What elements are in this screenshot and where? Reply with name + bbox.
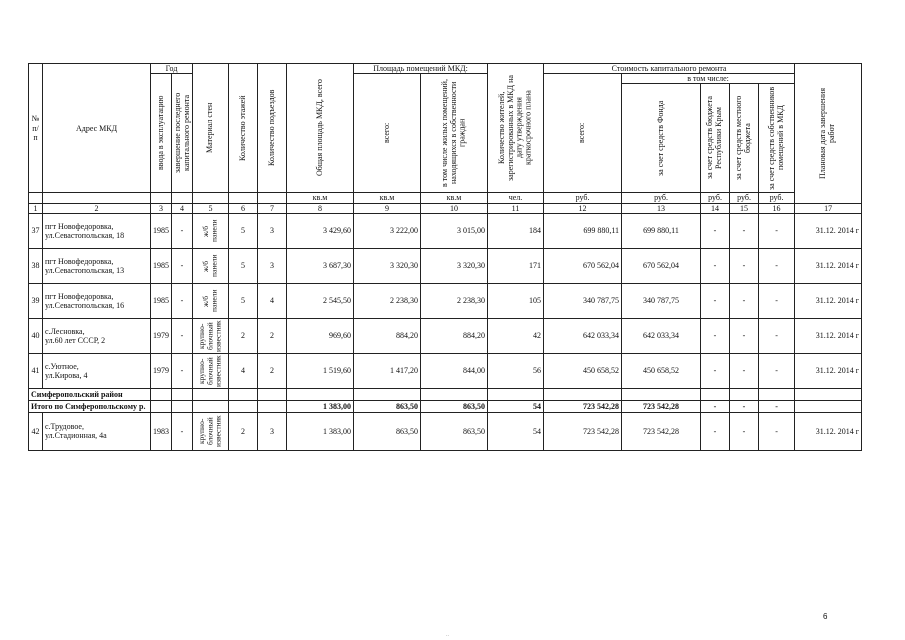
table-header xyxy=(29,64,862,214)
row-people: 56 xyxy=(488,353,544,388)
row-plan-date: 31.12. 2014 г xyxy=(795,318,862,353)
row-fund: 642 033,34 xyxy=(622,318,701,353)
unit-rub: руб. xyxy=(544,193,622,203)
row-total-area: 3 429,60 xyxy=(287,213,354,248)
row-floors: 2 xyxy=(229,318,258,353)
row-address xyxy=(43,248,151,283)
row-cost: 642 033,34 xyxy=(544,318,622,353)
row-entrances: 2 xyxy=(258,353,287,388)
header-fund: за счет средств Фонда xyxy=(622,84,701,193)
address-line-2: ул.Стадионная, 4а xyxy=(45,431,107,441)
row-premises: 1 417,20 xyxy=(354,353,421,388)
row-total-area: 969,60 xyxy=(287,318,354,353)
column-number-row xyxy=(29,203,862,213)
rows-group-a xyxy=(29,213,862,388)
row-owners: - xyxy=(759,412,795,450)
unit-area: кв.м xyxy=(287,193,354,203)
address-line-2: ул.Севастопольская, 18 xyxy=(45,230,125,240)
wall-material-text: крупно-блочный известняк xyxy=(197,415,223,448)
scan-mark: .. xyxy=(446,632,449,638)
total-republic: - xyxy=(701,400,730,412)
row-fund: 670 562,04 xyxy=(622,248,701,283)
row-republic: - xyxy=(701,318,730,353)
row-address xyxy=(43,412,151,450)
total-cost: 723 542,28 xyxy=(544,400,622,412)
row-fund: 340 787,75 xyxy=(622,283,701,318)
row-wall xyxy=(193,412,229,450)
row-number: 37 xyxy=(29,213,43,248)
row-residential: 863,50 xyxy=(421,412,488,450)
row-plan-date: 31.12. 2014 г xyxy=(795,412,862,450)
row-residential: 3 015,00 xyxy=(421,213,488,248)
header-residents: Количество жителей, зарегистрированных в МКД на дату утверждения краткосрочного плана xyxy=(488,64,544,193)
unit-people: чел. xyxy=(488,193,544,203)
row-local: - xyxy=(730,213,759,248)
row-year: 1979 xyxy=(151,353,172,388)
row-republic: - xyxy=(701,353,730,388)
row-republic: - xyxy=(701,248,730,283)
total-area: 1 383,00 xyxy=(287,400,354,412)
table-row xyxy=(29,213,862,248)
row-cost: 723 542,28 xyxy=(544,412,622,450)
row-republic: - xyxy=(701,412,730,450)
column-number: 16 xyxy=(759,203,795,213)
total-people: 54 xyxy=(488,400,544,412)
column-number: 4 xyxy=(172,203,193,213)
header-premises-area: Площадь помещений МКД: xyxy=(354,64,488,74)
total-residential: 863,50 xyxy=(421,400,488,412)
address-line-1: пгт Новофедоровка, xyxy=(45,291,114,301)
column-number: 10 xyxy=(421,203,488,213)
row-plan-date: 31.12. 2014 г xyxy=(795,283,862,318)
header-year-commission: ввода в эксплуатацию xyxy=(151,74,172,193)
row-residential: 3 320,30 xyxy=(421,248,488,283)
row-address xyxy=(43,213,151,248)
unit-area: кв.м xyxy=(421,193,488,203)
row-floors: 2 xyxy=(229,412,258,450)
address-line-2: ул.Севастопольская, 16 xyxy=(45,300,125,310)
district-block xyxy=(29,388,862,412)
row-year: 1983 xyxy=(151,412,172,450)
total-owners: - xyxy=(759,400,795,412)
unit-area: кв.м xyxy=(354,193,421,203)
row-floors: 5 xyxy=(229,213,258,248)
row-owners: - xyxy=(759,283,795,318)
unit-rub: руб. xyxy=(759,193,795,203)
row-cost: 670 562,04 xyxy=(544,248,622,283)
row-wall xyxy=(193,248,229,283)
wall-material-text: ж/б панели xyxy=(201,289,219,312)
row-wall xyxy=(193,318,229,353)
address-line-1: с.Лесновка, xyxy=(45,326,85,336)
header-premises-total: всего: xyxy=(354,74,421,193)
row-plan-date: 31.12. 2014 г xyxy=(795,353,862,388)
row-floors: 5 xyxy=(229,248,258,283)
row-wall xyxy=(193,213,229,248)
row-total-area: 1 383,00 xyxy=(287,412,354,450)
row-wall xyxy=(193,283,229,318)
row-repair-year: - xyxy=(172,248,193,283)
wall-material-text: крупно-блочный известняк xyxy=(197,354,223,387)
row-year: 1985 xyxy=(151,283,172,318)
row-address xyxy=(43,318,151,353)
row-number: 40 xyxy=(29,318,43,353)
district-name: Симферопольский район xyxy=(29,388,151,400)
row-wall xyxy=(193,353,229,388)
row-premises: 3 320,30 xyxy=(354,248,421,283)
total-label: Итого по Симферопольскому р. xyxy=(29,400,151,412)
row-premises: 2 238,30 xyxy=(354,283,421,318)
row-repair-year: - xyxy=(172,318,193,353)
row-plan-date: 31.12. 2014 г xyxy=(795,248,862,283)
header-entrances: Количество подъездов xyxy=(258,64,287,193)
row-entrances: 2 xyxy=(258,318,287,353)
row-republic: - xyxy=(701,213,730,248)
row-people: 105 xyxy=(488,283,544,318)
row-local: - xyxy=(730,283,759,318)
row-year: 1985 xyxy=(151,248,172,283)
address-line-1: пгт Новофедоровка, xyxy=(45,256,114,266)
row-premises: 863,50 xyxy=(354,412,421,450)
row-owners: - xyxy=(759,213,795,248)
row-owners: - xyxy=(759,318,795,353)
row-repair-year: - xyxy=(172,213,193,248)
row-entrances: 3 xyxy=(258,213,287,248)
row-entrances: 3 xyxy=(258,248,287,283)
rows-group-b xyxy=(29,412,862,450)
row-people: 42 xyxy=(488,318,544,353)
header-year-repair: завершение последнего капитального ремонта xyxy=(172,74,193,193)
total-fund: 723 542,28 xyxy=(622,400,701,412)
row-number: 39 xyxy=(29,283,43,318)
header-year: Год xyxy=(151,64,193,74)
table-row xyxy=(29,318,862,353)
row-repair-year: - xyxy=(172,353,193,388)
row-cost: 699 880,11 xyxy=(544,213,622,248)
table-row xyxy=(29,412,862,450)
row-local: - xyxy=(730,248,759,283)
row-premises: 884,20 xyxy=(354,318,421,353)
address-line-2: ул.Кирова, 4 xyxy=(45,370,88,380)
row-residential: 2 238,30 xyxy=(421,283,488,318)
wall-material-text: крупно-блочный известняк xyxy=(197,319,223,352)
row-owners: - xyxy=(759,353,795,388)
header-cost: Стоимость капитального ремонта xyxy=(544,64,795,74)
column-number: 17 xyxy=(795,203,862,213)
address-line-1: с.Трудовое, xyxy=(45,422,84,432)
column-number: 3 xyxy=(151,203,172,213)
row-floors: 4 xyxy=(229,353,258,388)
column-number: 7 xyxy=(258,203,287,213)
row-residential: 884,20 xyxy=(421,318,488,353)
row-repair-year: - xyxy=(172,412,193,450)
header-plan-date: Плановая дата завершения работ xyxy=(795,64,862,204)
header-owners: за счет средств собственников помещений в МКД xyxy=(759,84,795,193)
address-line-2: ул.60 лет СССР, 2 xyxy=(45,335,106,345)
unit-rub: руб. xyxy=(622,193,701,203)
row-residential: 844,00 xyxy=(421,353,488,388)
address-line-1: пгт Новофедоровка, xyxy=(45,221,114,231)
row-floors: 5 xyxy=(229,283,258,318)
column-number: 5 xyxy=(193,203,229,213)
column-number: 8 xyxy=(287,203,354,213)
header-premises-residential: в том числе жилых помещений, находящихся в собственности граждан xyxy=(421,74,488,193)
address-line-1: с.Уютное, xyxy=(45,361,79,371)
row-plan-date: 31.12. 2014 г xyxy=(795,213,862,248)
row-people: 184 xyxy=(488,213,544,248)
total-premises: 863,50 xyxy=(354,400,421,412)
page-number: 6 xyxy=(823,612,828,621)
table-row xyxy=(29,353,862,388)
row-year: 1985 xyxy=(151,213,172,248)
row-number: 42 xyxy=(29,412,43,450)
row-local: - xyxy=(730,353,759,388)
row-fund: 450 658,52 xyxy=(622,353,701,388)
row-total-area: 3 687,30 xyxy=(287,248,354,283)
header-address: Адрес МКД xyxy=(43,64,151,193)
column-number: 12 xyxy=(544,203,622,213)
row-total-area: 2 545,50 xyxy=(287,283,354,318)
row-cost: 450 658,52 xyxy=(544,353,622,388)
row-people: 54 xyxy=(488,412,544,450)
row-number: 41 xyxy=(29,353,43,388)
wall-material-text: ж/б панели xyxy=(201,219,219,242)
column-number: 15 xyxy=(730,203,759,213)
address-line-2: ул.Севастопольская, 13 xyxy=(45,265,125,275)
header-wall: Материал стен xyxy=(193,64,229,193)
capital-repair-table xyxy=(28,63,862,451)
row-local: - xyxy=(730,318,759,353)
wall-material-text: ж/б панели xyxy=(201,254,219,277)
header-local: за счет средств местного бюджета xyxy=(730,84,759,193)
row-year: 1979 xyxy=(151,318,172,353)
row-people: 171 xyxy=(488,248,544,283)
row-repair-year: - xyxy=(172,283,193,318)
column-number: 2 xyxy=(43,203,151,213)
column-number: 1 xyxy=(29,203,43,213)
row-number: 38 xyxy=(29,248,43,283)
row-address xyxy=(43,283,151,318)
column-number: 14 xyxy=(701,203,730,213)
row-local: - xyxy=(730,412,759,450)
total-row xyxy=(29,400,862,412)
row-owners: - xyxy=(759,248,795,283)
row-fund: 699 880,11 xyxy=(622,213,701,248)
unit-rub: руб. xyxy=(701,193,730,203)
header-cost-total: всего: xyxy=(544,74,622,193)
row-entrances: 4 xyxy=(258,283,287,318)
row-republic: - xyxy=(701,283,730,318)
row-entrances: 3 xyxy=(258,412,287,450)
header-floors: Количество этажей xyxy=(229,64,258,193)
total-local: - xyxy=(730,400,759,412)
header-republic: за счет средств бюджета Республики Крым xyxy=(701,84,730,193)
row-total-area: 1 519,60 xyxy=(287,353,354,388)
table-row xyxy=(29,283,862,318)
row-fund: 723 542,28 xyxy=(622,412,701,450)
column-number: 9 xyxy=(354,203,421,213)
header-total-area: Общая площадь МКД, всего xyxy=(287,64,354,193)
column-number: 13 xyxy=(622,203,701,213)
header-no: № п/п xyxy=(29,64,43,193)
unit-rub: руб. xyxy=(730,193,759,203)
header-incl: в том числе: xyxy=(622,74,795,84)
column-number: 11 xyxy=(488,203,544,213)
row-address xyxy=(43,353,151,388)
table-row xyxy=(29,248,862,283)
column-number: 6 xyxy=(229,203,258,213)
row-premises: 3 222,00 xyxy=(354,213,421,248)
row-cost: 340 787,75 xyxy=(544,283,622,318)
